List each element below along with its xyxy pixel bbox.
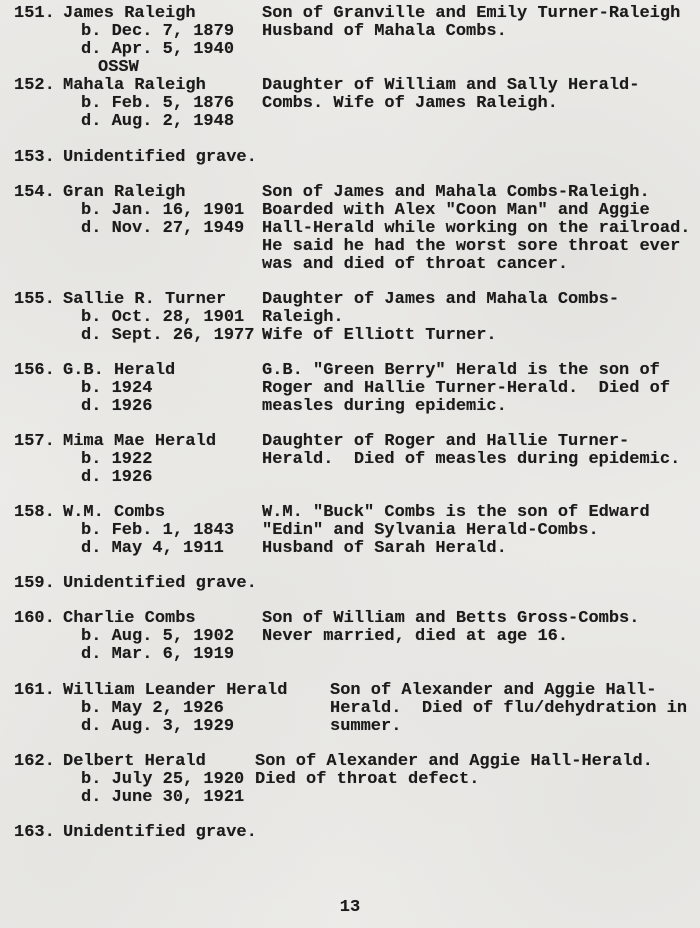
entry-description-line: Daughter of Roger and Hallie Turner- [262, 432, 630, 451]
entry-description-line: Combs. Wife of James Raleigh. [262, 94, 558, 113]
entry-name: Unidentified grave. [63, 574, 257, 593]
entry-birth-date: b. Aug. 5, 1902 [81, 627, 235, 646]
entry-description-line: Herald. Died of flu/dehydration in [330, 699, 688, 718]
entry-number: 155. [14, 290, 55, 309]
entry-description-line: Husband of Mahala Combs. [262, 22, 507, 41]
entry-number: 157. [14, 432, 55, 451]
entry-left-column [63, 362, 262, 416]
entry-number: 160. [14, 609, 55, 628]
entry-description-line: G.B. "Green Berry" Herald is the son of [262, 361, 660, 380]
entry-description-line: Son of Alexander and Aggie Hall-Herald. [255, 752, 653, 771]
entry-left-column [63, 682, 330, 736]
entry-description [262, 149, 700, 167]
entry-description-line: Boarded with Alex "Coon Man" and Aggie [262, 201, 650, 220]
entry-name: Mahala Raleigh [63, 76, 206, 95]
entry-description [262, 433, 700, 487]
entry-description [262, 77, 700, 131]
entry-death-date: d. Nov. 27, 1949 [81, 219, 245, 238]
entry-name: James Raleigh [63, 4, 196, 23]
entry-left-column [63, 610, 262, 664]
entry-description-line: was and died of throat cancer. [262, 255, 569, 274]
entry-birth-date: b. Feb. 1, 1843 [81, 521, 235, 540]
entry-name: Delbert Herald [63, 752, 206, 771]
entry-description-line: Son of James and Mahala Combs-Raleigh. [262, 183, 650, 202]
entry-death-date: d. June 30, 1921 [81, 788, 245, 807]
grave-entry-154 [14, 184, 700, 274]
grave-entry-162 [14, 753, 700, 807]
entry-number: 162. [14, 752, 55, 771]
entry-death-date: d. Sept. 26, 1977 [81, 326, 255, 345]
entry-left-column [63, 753, 255, 807]
grave-entry-156 [14, 362, 700, 416]
grave-entry-159 [14, 575, 700, 593]
entry-number: 161. [14, 681, 55, 700]
entry-description-line: He said he had the worst sore throat ever [262, 237, 681, 256]
entry-left-column [63, 575, 262, 593]
grave-entry-158 [14, 504, 700, 558]
entry-left-column [63, 184, 262, 274]
entry-birth-date: b. July 25, 1920 [81, 770, 245, 789]
entry-number: 156. [14, 361, 55, 380]
entry-death-date: d. May 4, 1911 [81, 539, 224, 558]
entry-name: Sallie R. Turner [63, 290, 227, 309]
entry-description-line: Died of throat defect. [255, 770, 480, 789]
entry-number: 153. [14, 148, 55, 167]
entry-birth-date: b. 1924 [81, 379, 153, 398]
entry-description [262, 824, 700, 842]
entry-description-line: Raleigh. [262, 308, 344, 327]
entry-death-date: d. 1926 [81, 397, 153, 416]
entry-description-line: Never married, died at age 16. [262, 627, 569, 646]
grave-entry-155 [14, 291, 700, 345]
entry-name: Gran Raleigh [63, 183, 186, 202]
entry-name: G.B. Herald [63, 361, 176, 380]
entry-left-column [63, 149, 262, 167]
entry-description [262, 575, 700, 593]
entry-description-line: W.M. "Buck" Combs is the son of Edward [262, 503, 650, 522]
entry-left-column [63, 504, 262, 558]
entry-number: 152. [14, 76, 55, 95]
entry-description-line: Son of Granville and Emily Turner-Raleigh [262, 4, 681, 23]
entry-death-date: d. Mar. 6, 1919 [81, 645, 235, 664]
grave-entry-160 [14, 610, 700, 664]
entry-death-date: d. Apr. 5, 1940 [81, 40, 235, 59]
entry-death-date: d. 1926 [81, 468, 153, 487]
entry-description-line: Herald. Died of measles during epidemic. [262, 450, 681, 469]
entry-description-line: measles during epidemic. [262, 397, 507, 416]
entry-description-line: summer. [330, 717, 402, 736]
entry-description [262, 184, 700, 274]
entry-birth-date: b. Oct. 28, 1901 [81, 308, 245, 327]
entry-name: William Leander Herald [63, 681, 288, 700]
entry-description-line: Son of William and Betts Gross-Combs. [262, 609, 640, 628]
entry-description [330, 682, 700, 736]
entry-left-column [63, 824, 262, 842]
grave-entry-151 [14, 5, 700, 77]
grave-entry-163 [14, 824, 700, 842]
grave-entry-153 [14, 149, 700, 167]
entry-left-column [63, 77, 262, 131]
grave-entry-157 [14, 433, 700, 487]
entry-description-line: Daughter of James and Mahala Combs- [262, 290, 620, 309]
entry-number: 154. [14, 183, 55, 202]
entry-death-date: d. Aug. 2, 1948 [81, 112, 235, 131]
entry-number: 158. [14, 503, 55, 522]
entry-description-line: "Edin" and Sylvania Herald-Combs. [262, 521, 599, 540]
entry-name: Unidentified grave. [63, 823, 257, 842]
entry-birth-date: b. May 2, 1926 [81, 699, 224, 718]
entry-left-column [63, 291, 262, 345]
entry-number: 163. [14, 823, 55, 842]
entry-number: 151. [14, 4, 55, 23]
entry-description [262, 504, 700, 558]
entry-description [262, 362, 700, 416]
entry-number: 159. [14, 574, 55, 593]
entry-left-column [63, 433, 262, 487]
page-number: 13 [339, 898, 361, 917]
entry-description-line: Hall-Herald while working on the railroad. [262, 219, 691, 238]
entry-death-date: d. Aug. 3, 1929 [81, 717, 235, 736]
entry-description [262, 5, 700, 77]
entry-birth-date: b. Jan. 16, 1901 [81, 201, 245, 220]
entry-name: W.M. Combs [63, 503, 166, 522]
entry-description-line: Wife of Elliott Turner. [262, 326, 497, 345]
entry-ossw-note: OSSW [98, 58, 139, 77]
grave-entry-161 [14, 682, 700, 736]
entry-birth-date: b. Feb. 5, 1876 [81, 94, 235, 113]
entry-name: Charlie Combs [63, 609, 196, 628]
entry-description-line: Son of Alexander and Aggie Hall- [330, 681, 657, 700]
grave-entry-152 [14, 77, 700, 131]
entry-description-line: Husband of Sarah Herald. [262, 539, 507, 558]
entry-description [255, 753, 700, 807]
entry-birth-date: b. 1922 [81, 450, 153, 469]
entry-birth-date: b. Dec. 7, 1879 [81, 22, 235, 41]
entry-name: Mima Mae Herald [63, 432, 217, 451]
entry-description-line: Roger and Hallie Turner-Herald. Died of [262, 379, 671, 398]
entry-name: Unidentified grave. [63, 148, 257, 167]
entry-description [262, 291, 700, 345]
entry-description-line: Daughter of William and Sally Herald- [262, 76, 640, 95]
entry-left-column [63, 5, 262, 77]
entry-description [262, 610, 700, 664]
